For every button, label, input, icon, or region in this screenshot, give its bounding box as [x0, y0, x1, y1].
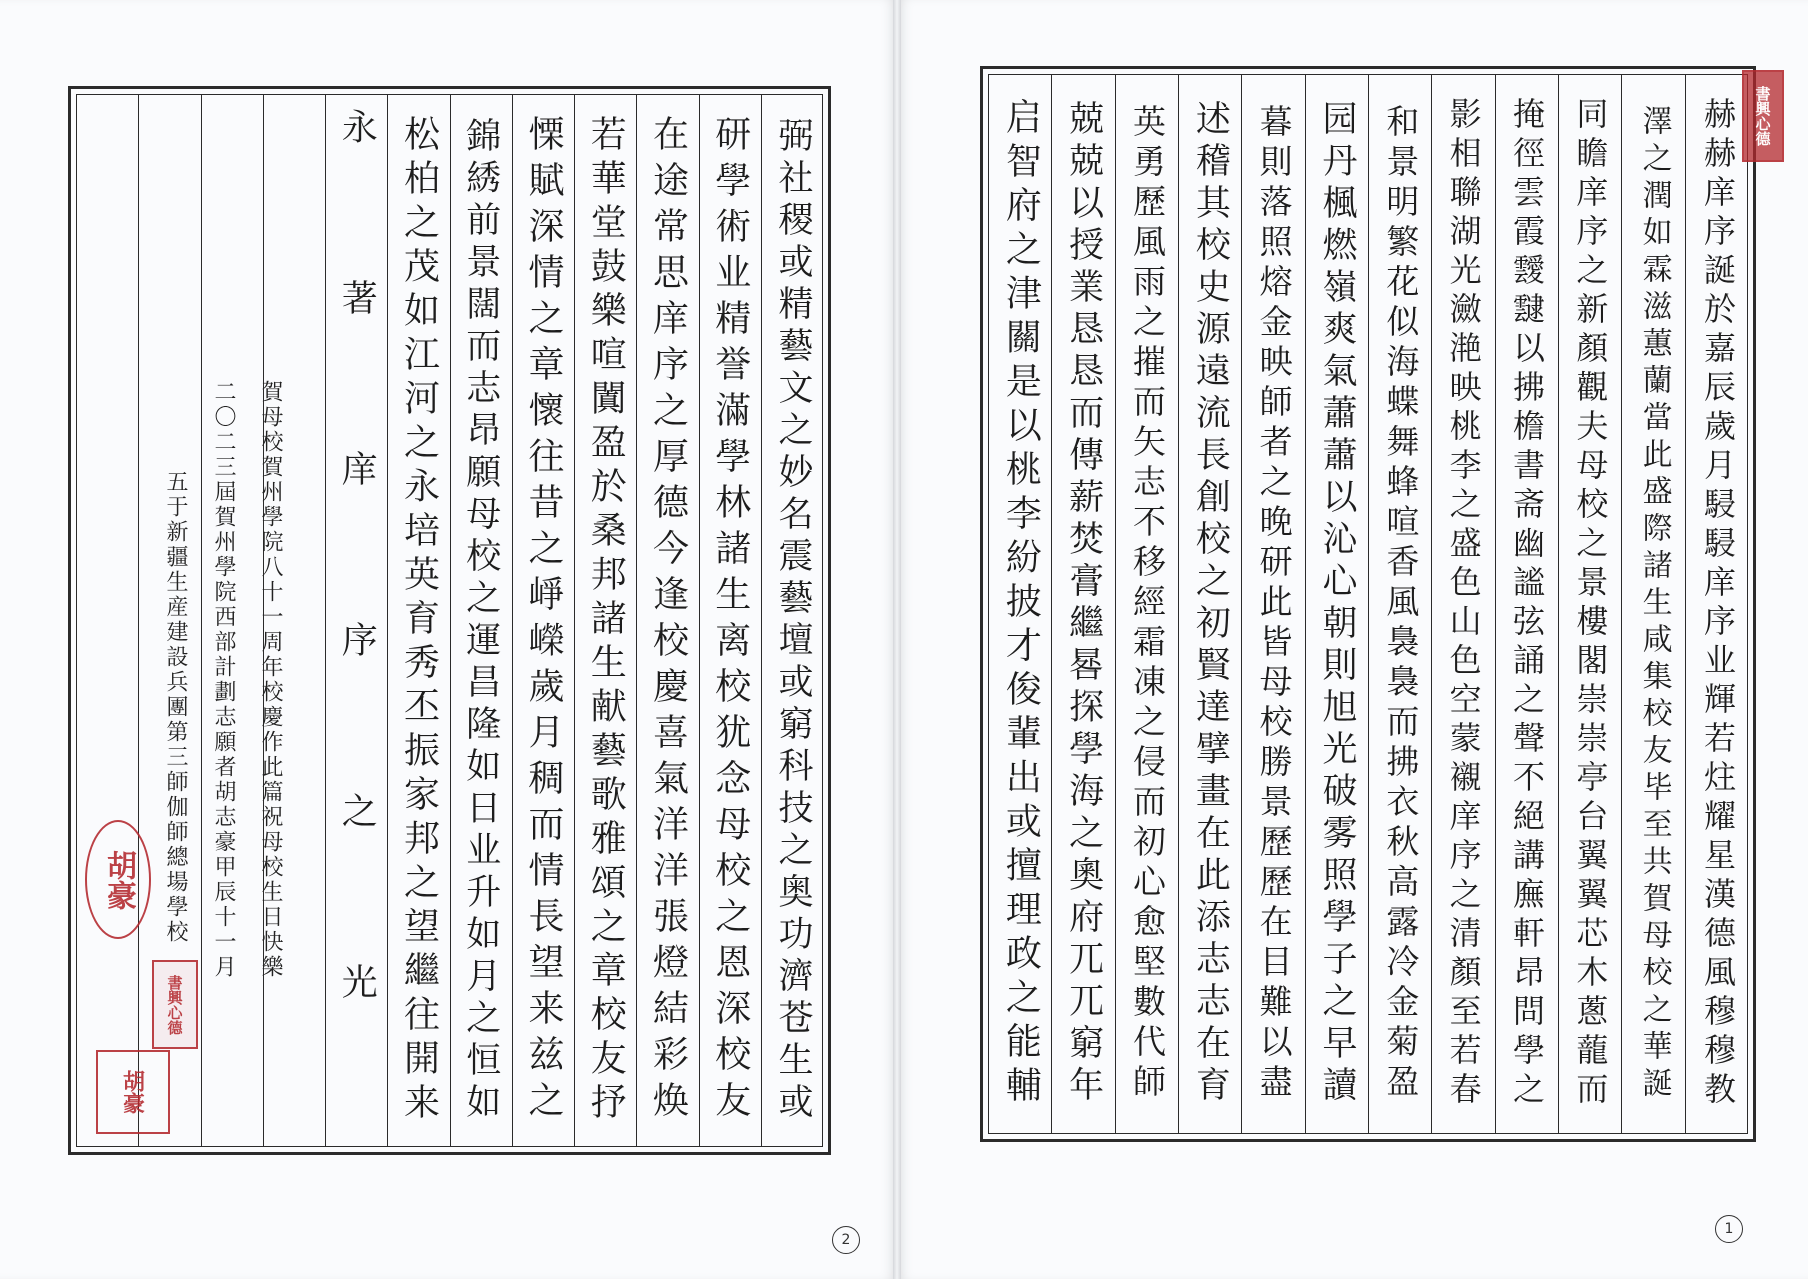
right-column [1242, 75, 1305, 1133]
left-column-text: 永著庠序之光 [336, 107, 378, 1134]
right-column-text: 澤之潤如霖滋蕙蘭當此盛際諸生咸集校友毕至共賀母校之華誕 [1636, 104, 1672, 1104]
right-calligraphy-frame [980, 66, 1756, 1142]
square-seal-small: 書興心德 [152, 960, 198, 1049]
square-seal-large: 胡豪 [96, 1050, 170, 1134]
right-column [1052, 75, 1115, 1133]
left-column [77, 95, 139, 1146]
signature-line-2: 二〇二三屆賀州學院西部計劃志願者胡志豪甲辰十一月 [211, 380, 236, 980]
left-column [637, 95, 699, 1146]
signature-line-3: 五于新疆生産建設兵團第三師伽師總場學校 [163, 470, 188, 945]
right-column-text: 述稽其校史源遠流長創校之初賢達擘畫在此添志志在育 [1190, 100, 1231, 1108]
header-seal: 書興心德 [1742, 70, 1784, 162]
left-column-text: 在途常思庠序之厚德今逢校慶喜氣洋洋張燈結彩焕 [647, 114, 689, 1127]
left-column-text: 錦綉前景闊而志昂願母校之運昌隆如日业升如月之恒如 [460, 116, 501, 1125]
page-number-right: 1 [1715, 1215, 1743, 1243]
right-column [1496, 75, 1559, 1133]
left-column-text: 慄賦深情之章懷往昔之崢嶸歲月稠而情長望来兹之 [523, 114, 564, 1127]
page-number-left: 2 [832, 1226, 860, 1254]
right-column [1306, 75, 1369, 1133]
left-column-text: 松柏之茂如江河之永培英育秀丕振家邦之望繼往開来 [398, 114, 440, 1127]
left-column [700, 95, 762, 1146]
right-column [1116, 75, 1179, 1133]
left-column [451, 95, 513, 1146]
right-column-text: 影相聯湖光瀲滟映桃李之盛色山色空蒙襯庠序之清顏至若春 [1444, 97, 1483, 1111]
right-column-text: 启智府之津關是以桃李紛披才俊輩出或擅理政之能輔 [1000, 98, 1042, 1110]
right-column-text: 赫赫庠序誕於嘉辰歲月駸駸庠序业輝若炷耀星漢德風穆穆教 [1698, 97, 1737, 1111]
signature-line-1: 賀母校賀州學院八十一周年校慶作此篇祝母校生日快樂 [258, 380, 283, 980]
right-column [1622, 75, 1685, 1133]
right-column-text: 暮則落照熔金映師者之晚研此皆母校勝景歷歷在目難以盡 [1254, 104, 1294, 1104]
right-column-text: 英勇歷風雨之摧而矢志不移經霜凍之侵而初心愈堅數代師 [1127, 104, 1167, 1104]
left-column [762, 95, 824, 1146]
right-column [989, 75, 1052, 1133]
book-gutter [893, 0, 901, 1279]
left-column [513, 95, 575, 1146]
right-column [1369, 75, 1432, 1133]
right-column-text: 掩徑雲霞靉靆以拂檐書斋幽謐弦誦之聲不絕講廡軒昂問學之 [1507, 97, 1546, 1111]
right-column [1179, 75, 1242, 1133]
right-column-text: 和景明繁花似海蝶舞蜂喧香風裊裊而拂衣秋高露冷金菊盈 [1381, 104, 1421, 1104]
left-column [575, 95, 637, 1146]
right-column-text: 园丹楓燃嶺爽氣蕭蕭以沁心朝則旭光破雾照學子之早讀 [1316, 100, 1357, 1108]
left-column [388, 95, 450, 1146]
right-column [1686, 75, 1749, 1133]
left-column-text: 弼社稷或精藝文之妙名震藝壇或窮科技之奥功濟苍生或 [773, 116, 813, 1125]
left-column-text: 研學術业精誉滿學林諸生离校犹念母校之恩深校友 [709, 114, 751, 1127]
right-column [1432, 75, 1495, 1133]
right-grid [988, 74, 1748, 1134]
round-seal: 胡豪 [85, 820, 151, 939]
right-column [1559, 75, 1622, 1133]
left-column-text: 若華堂鼓樂喧闐盈於桑邦諸生献藝歌雅頌之章校友抒 [585, 114, 627, 1127]
right-column-text: 同瞻庠序之新顏觀夫母校之景樓閣崇崇亭台翼翼芯木蔥蘢而 [1571, 97, 1610, 1111]
left-column [326, 95, 388, 1146]
right-column-text: 兢兢以授業恳恳而傳薪焚膏繼晷探學海之奧府兀兀窮年 [1063, 100, 1104, 1108]
